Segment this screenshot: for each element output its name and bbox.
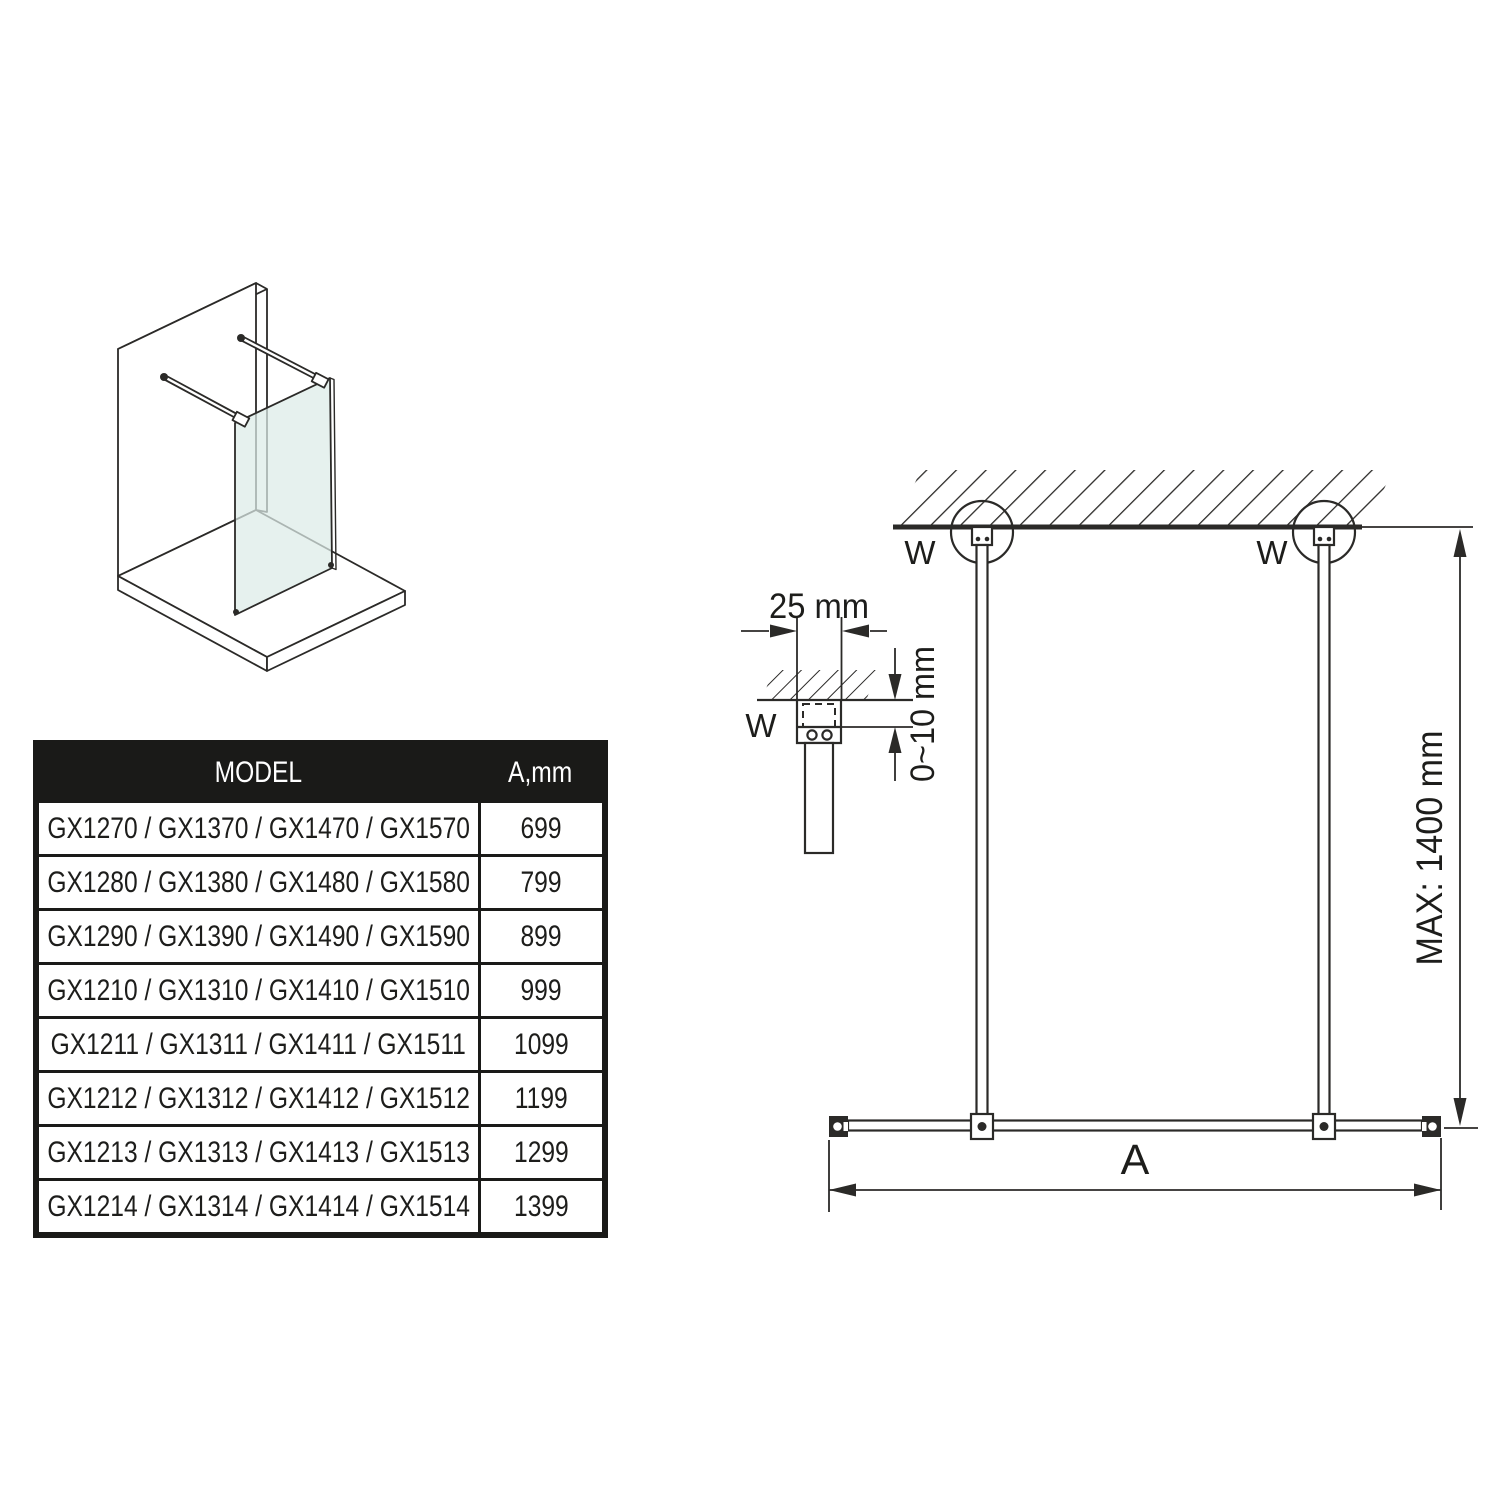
width-label: A — [1120, 1136, 1150, 1184]
a-mm-cell: 699 — [478, 803, 602, 854]
a-mm-cell: 1299 — [478, 1127, 602, 1178]
a-mm-cell: 1099 — [478, 1019, 602, 1070]
table-row — [39, 962, 602, 1016]
model-cell: GX1212 / GX1312 / GX1412 / GX1512 — [47, 1081, 470, 1115]
wall-label-left: W — [904, 534, 936, 571]
a-mm-cell: 899 — [478, 911, 602, 962]
table-row — [39, 1016, 602, 1070]
iso-floor-mount-far — [328, 562, 334, 568]
table-row — [39, 1178, 602, 1232]
detail-wall-hatch — [761, 670, 879, 700]
model-cell: GX1290 / GX1390 / GX1490 / GX1590 — [47, 919, 470, 953]
header-model: MODEL — [214, 756, 303, 789]
detail-width-label: 25 mm — [769, 587, 869, 626]
model-cell: GX1210 / GX1310 / GX1410 / GX1510 — [47, 973, 470, 1007]
model-cell: GX1280 / GX1380 / GX1480 / GX1580 — [47, 865, 470, 899]
a-mm-cell: 799 — [478, 857, 602, 908]
plan-view-drawing — [700, 430, 1500, 1230]
support-post-left — [977, 545, 988, 1122]
header-a-mm: A,mm — [507, 756, 573, 789]
support-post-right — [1319, 545, 1330, 1122]
table-row — [39, 1124, 602, 1178]
table-row — [39, 854, 602, 908]
max-length-label: MAX: 1400 mm — [1409, 710, 1450, 966]
a-mm-cell: 1199 — [478, 1073, 602, 1124]
end-cap-right — [1422, 1116, 1441, 1137]
wall-bracket-right — [1314, 527, 1334, 545]
table-row — [39, 1070, 602, 1124]
spec-table-header — [39, 746, 602, 800]
model-cell: GX1270 / GX1370 / GX1470 / GX1570 — [47, 811, 470, 845]
glass-clamp-left — [971, 1114, 993, 1139]
iso-floor-mount-near — [233, 609, 239, 615]
table-row — [39, 908, 602, 962]
detail-gap-label: 0~10 mm — [904, 639, 942, 782]
isometric-drawing — [80, 260, 440, 680]
detail-wall-label: W — [745, 707, 777, 744]
model-cell: GX1214 / GX1314 / GX1414 / GX1514 — [47, 1189, 470, 1223]
model-cell: GX1211 / GX1311 / GX1411 / GX1511 — [50, 1027, 467, 1061]
glass-clamp-right — [1313, 1114, 1335, 1139]
spec-table — [33, 740, 608, 1238]
a-mm-cell: 999 — [478, 965, 602, 1016]
wall-hatch — [894, 470, 1393, 527]
wall-bracket-left — [972, 527, 992, 545]
table-row — [39, 800, 602, 854]
wall-label-right: W — [1256, 534, 1288, 571]
a-mm-cell: 1399 — [478, 1181, 602, 1232]
model-cell: GX1213 / GX1313 / GX1413 / GX1513 — [47, 1135, 470, 1169]
end-cap-left — [829, 1116, 848, 1137]
